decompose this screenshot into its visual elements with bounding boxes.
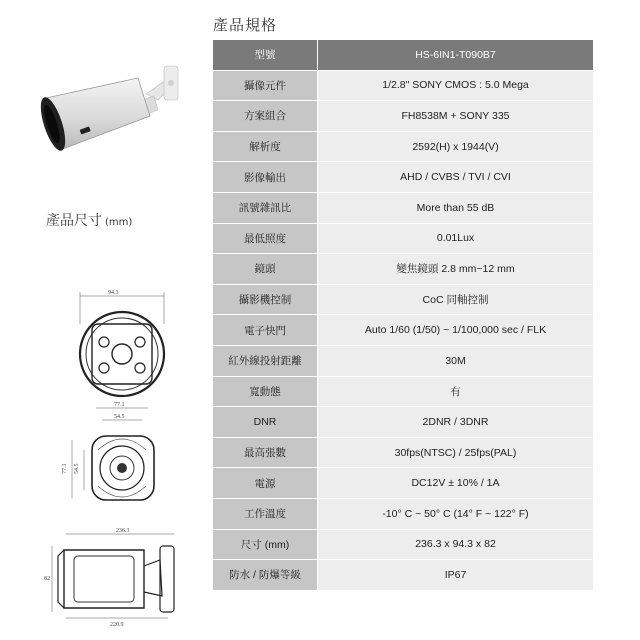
spec-value: FH8538M + SONY 335 [318,101,594,132]
spec-table [213,40,593,591]
spec-value: 30M [318,345,594,376]
spec-value: DC12V ± 10% / 1A [318,468,594,499]
side-inner-label: 54.5 [114,414,125,420]
spec-value: IP67 [318,560,594,591]
spec-row [213,315,593,346]
spec-value: -10° C ~ 50° C (14° F ~ 122° F) [318,498,594,529]
spec-value: 2592(H) x 1944(V) [318,131,594,162]
spec-value: 2DNR / 3DNR [318,407,594,438]
spec-value: Auto 1/60 (1/50) ~ 1/100,000 sec / FLK [318,315,594,346]
bottom-height-label: 82 [44,576,50,582]
spec-value: 有 [318,376,594,407]
spec-label: DNR [213,407,318,438]
spec-row [213,437,593,468]
dimension-heading [46,210,132,230]
spec-row [213,407,593,438]
spec-row [213,254,593,285]
spec-row [213,284,593,315]
spec-label: 最低照度 [213,223,318,254]
spec-row [213,162,593,193]
spec-value: CoC 同軸控制 [318,284,594,315]
spec-label: 鏡頭 [213,254,318,285]
spec-row [213,498,593,529]
dimension-heading-text: 產品尺寸 [46,213,102,229]
spec-label: 防水 / 防爆等級 [213,560,318,591]
spec-value: 30fps(NTSC) / 25fps(PAL) [318,437,594,468]
spec-value: 1/2.8" SONY CMOS : 5.0 Mega [318,70,594,101]
side-height-inner-label: 54.5 [74,463,80,474]
bottom-length-label: 236.3 [116,528,130,534]
spec-row [213,376,593,407]
spec-row [213,223,593,254]
spec-value: 變焦鏡頭 2.8 mm~12 mm [318,254,594,285]
spec-value: AHD / CVBS / TVI / CVI [318,162,594,193]
spec-label: 方案組合 [213,101,318,132]
spec-label: 攝影機控制 [213,284,318,315]
dimension-unit: (mm) [105,217,133,228]
spec-header-row [213,40,593,70]
spec-label: 寬動態 [213,376,318,407]
spec-label: 訊號雜訊比 [213,192,318,223]
spec-row [213,345,593,376]
spec-value: 0.01Lux [318,223,594,254]
spec-row [213,468,593,499]
spec-label: 電源 [213,468,318,499]
spec-value: HS-6IN1-T090B7 [318,40,594,70]
spec-row [213,101,593,132]
spec-table-body [213,40,593,590]
spec-row [213,131,593,162]
spec-value: 236.3 x 94.3 x 82 [318,529,594,560]
spec-label: 攝像元件 [213,70,318,101]
spec-label: 工作溫度 [213,498,318,529]
spec-label: 紅外線投射距離 [213,345,318,376]
spec-label: 解析度 [213,131,318,162]
side-width-label: 77.1 [114,402,125,408]
bottom-length-lower-label: 220.9 [110,622,124,628]
spec-value: More than 55 dB [318,192,594,223]
camera-product-image [38,58,188,158]
bottom-view-drawing [44,526,184,630]
front-view-drawing [64,284,184,404]
side-height-outer-label: 77.1 [62,463,68,474]
front-width-label: 94.3 [108,290,119,296]
spec-heading: 產品規格 [213,16,278,34]
side-view-drawing [58,398,178,510]
spec-row [213,192,593,223]
spec-row [213,70,593,101]
spec-label: 影像輸出 [213,162,318,193]
spec-label: 尺寸 (mm) [213,529,318,560]
spec-label: 最高張數 [213,437,318,468]
spec-row [213,529,593,560]
spec-label: 型號 [213,40,318,70]
spec-row [213,560,593,591]
spec-label: 電子快門 [213,315,318,346]
